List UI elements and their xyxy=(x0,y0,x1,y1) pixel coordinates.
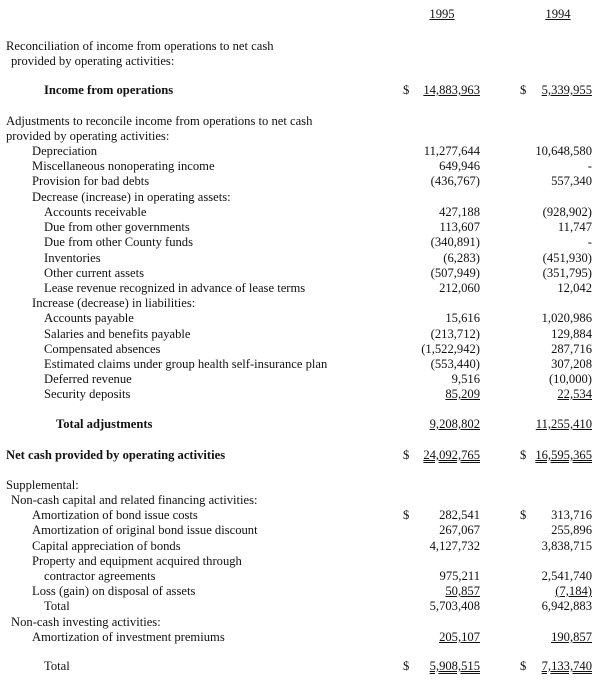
value-1995: (553,440) xyxy=(430,357,480,371)
currency-symbol-1994: $ xyxy=(520,508,527,522)
row-label: Total xyxy=(44,599,70,613)
currency-symbol-1995: $ xyxy=(403,83,410,97)
table-row xyxy=(0,280,600,296)
row-label: Estimated claims under group health self-insurance plan xyxy=(44,357,328,371)
value-1995: 975,211 xyxy=(439,569,480,583)
value-1994: 313,716 xyxy=(551,508,592,522)
table-row xyxy=(0,295,600,311)
value-1995: 427,188 xyxy=(439,205,480,219)
row-label: Income from operations xyxy=(44,83,174,97)
table-row xyxy=(0,386,600,402)
value-1995: 212,060 xyxy=(439,281,480,295)
row-label: Miscellaneous nonoperating income xyxy=(32,159,215,173)
table-row xyxy=(0,447,600,463)
currency-symbol-1994: $ xyxy=(520,83,527,97)
table-row xyxy=(0,38,600,54)
row-label: Loss (gain) on disposal of assets xyxy=(32,584,196,598)
value-1994: 557,340 xyxy=(551,174,592,188)
table-row xyxy=(0,416,600,432)
table-row xyxy=(0,128,600,144)
value-1995: 267,067 xyxy=(439,523,480,537)
value-1994: 190,857 xyxy=(551,630,592,644)
value-1994: (451,930) xyxy=(542,251,592,265)
value-1995: 5,703,408 xyxy=(429,599,480,613)
value-1995: 14,883,963 xyxy=(423,83,480,97)
value-1994: 12,042 xyxy=(557,281,592,295)
row-label: Compensated absences xyxy=(44,342,161,356)
value-1995: (213,712) xyxy=(430,327,480,341)
value-1995: 85,209 xyxy=(445,387,480,401)
value-1994: 1,020,986 xyxy=(541,311,592,325)
currency-symbol-1995: $ xyxy=(403,659,410,673)
row-label: Amortization of bond issue costs xyxy=(32,508,198,522)
row-label: Capital appreciation of bonds xyxy=(32,539,181,553)
value-1995: 649,946 xyxy=(439,159,480,173)
row-label: Total xyxy=(44,659,70,673)
table-row xyxy=(0,189,600,205)
row-label: Property and equipment acquired through xyxy=(32,554,242,568)
table-row xyxy=(0,507,600,523)
row-label: Decrease (increase) in operating assets: xyxy=(32,190,231,204)
table-row xyxy=(0,326,600,342)
table-row xyxy=(0,234,600,250)
value-1995: 4,127,732 xyxy=(429,539,480,553)
value-1995: (1,522,942) xyxy=(421,342,480,356)
row-label: Due from other County funds xyxy=(44,235,194,249)
value-1995: 9,208,802 xyxy=(429,417,480,431)
currency-symbol-1994: $ xyxy=(520,448,527,462)
row-label: Non-cash investing activities: xyxy=(11,615,161,629)
row-label: Adjustments to reconcile income from operations to net cash xyxy=(6,114,313,128)
value-1994: 7,133,740 xyxy=(541,659,592,673)
row-label: Accounts receivable xyxy=(44,205,147,219)
row-label: Non-cash capital and related financing activities: xyxy=(11,493,258,507)
table-row xyxy=(0,658,600,674)
table-row xyxy=(0,341,600,357)
row-label: Salaries and benefits payable xyxy=(44,327,191,341)
value-1994: - xyxy=(587,159,592,173)
row-label: Increase (decrease) in liabilities: xyxy=(32,296,196,310)
year-header-1994: 1994 xyxy=(545,7,571,21)
table-row xyxy=(0,583,600,599)
row-label: Deferred revenue xyxy=(44,372,132,386)
currency-symbol-1995: $ xyxy=(403,448,410,462)
value-1994: 10,648,580 xyxy=(535,144,592,158)
value-1994: 129,884 xyxy=(551,327,592,341)
value-1994: 6,942,883 xyxy=(541,599,592,613)
row-label: provided by operating activities: xyxy=(6,129,170,143)
value-1994: 16,595,365 xyxy=(535,448,592,462)
table-row xyxy=(0,219,600,235)
table-row xyxy=(0,265,600,281)
table-row xyxy=(0,568,600,584)
value-1994: 3,838,715 xyxy=(541,539,592,553)
row-label: Total adjustments xyxy=(56,417,153,431)
value-1995: 282,541 xyxy=(439,508,480,522)
table-row xyxy=(0,53,600,69)
row-label: Net cash provided by operating activities xyxy=(6,448,226,462)
value-1995: 113,607 xyxy=(439,220,480,234)
table-row xyxy=(0,356,600,372)
table-row xyxy=(0,629,600,645)
year-header-1995: 1995 xyxy=(429,7,455,21)
currency-symbol-1995: $ xyxy=(403,508,410,522)
row-label: provided by operating activities: xyxy=(11,54,175,68)
row-label: Provision for bad debts xyxy=(32,174,150,188)
row-label: Accounts payable xyxy=(44,311,134,325)
value-1994: (7,184) xyxy=(555,584,592,598)
value-1994: 307,208 xyxy=(551,357,592,371)
table-row xyxy=(0,598,600,614)
value-1995: 5,908,515 xyxy=(429,659,480,673)
value-1994: 11,255,410 xyxy=(535,417,592,431)
row-label: Depreciation xyxy=(32,144,98,158)
value-1995: (436,767) xyxy=(430,174,480,188)
row-label: Lease revenue recognized in advance of lease terms xyxy=(44,281,306,295)
value-1994: (10,000) xyxy=(548,372,592,386)
value-1994: 11,747 xyxy=(557,220,592,234)
value-1995: (340,891) xyxy=(430,235,480,249)
value-1995: 11,277,644 xyxy=(423,144,480,158)
row-label: Due from other governments xyxy=(44,220,190,234)
row-label: Reconciliation of income from operations to net cash xyxy=(6,39,274,53)
table-row xyxy=(0,614,600,630)
value-1995: 15,616 xyxy=(445,311,480,325)
value-1994: 22,534 xyxy=(557,387,592,401)
value-1995: (6,283) xyxy=(443,251,480,265)
table-row xyxy=(0,492,600,508)
currency-symbol-1994: $ xyxy=(520,659,527,673)
value-1994: (351,795) xyxy=(542,266,592,280)
table-row xyxy=(0,553,600,569)
table-row xyxy=(0,204,600,220)
value-1994: - xyxy=(587,235,592,249)
table-row xyxy=(0,82,600,98)
table-row xyxy=(0,250,600,266)
value-1994: 2,541,740 xyxy=(541,569,592,583)
table-row xyxy=(0,371,600,387)
value-1995: 205,107 xyxy=(439,630,480,644)
value-1994: 5,339,955 xyxy=(541,83,592,97)
value-1994: (928,902) xyxy=(542,205,592,219)
row-label: Amortization of original bond issue discount xyxy=(32,523,258,537)
value-1995: (507,949) xyxy=(430,266,480,280)
row-label: Other current assets xyxy=(44,266,145,280)
table-row xyxy=(0,310,600,326)
value-1994: 287,716 xyxy=(551,342,592,356)
value-1995: 9,516 xyxy=(451,372,480,386)
value-1994: 255,896 xyxy=(551,523,592,537)
value-1995: 50,857 xyxy=(445,584,480,598)
table-row xyxy=(0,522,600,538)
value-1995: 24,092,765 xyxy=(423,448,480,462)
row-label: contractor agreements xyxy=(44,569,156,583)
row-label: Inventories xyxy=(44,251,101,265)
row-label: Security deposits xyxy=(44,387,131,401)
table-row xyxy=(0,477,600,493)
table-row xyxy=(0,538,600,554)
table-row xyxy=(0,158,600,174)
row-label: Supplemental: xyxy=(6,478,79,492)
table-row xyxy=(0,173,600,189)
row-label: Amortization of investment premiums xyxy=(32,630,225,644)
table-row xyxy=(0,143,600,159)
table-row xyxy=(0,113,600,129)
